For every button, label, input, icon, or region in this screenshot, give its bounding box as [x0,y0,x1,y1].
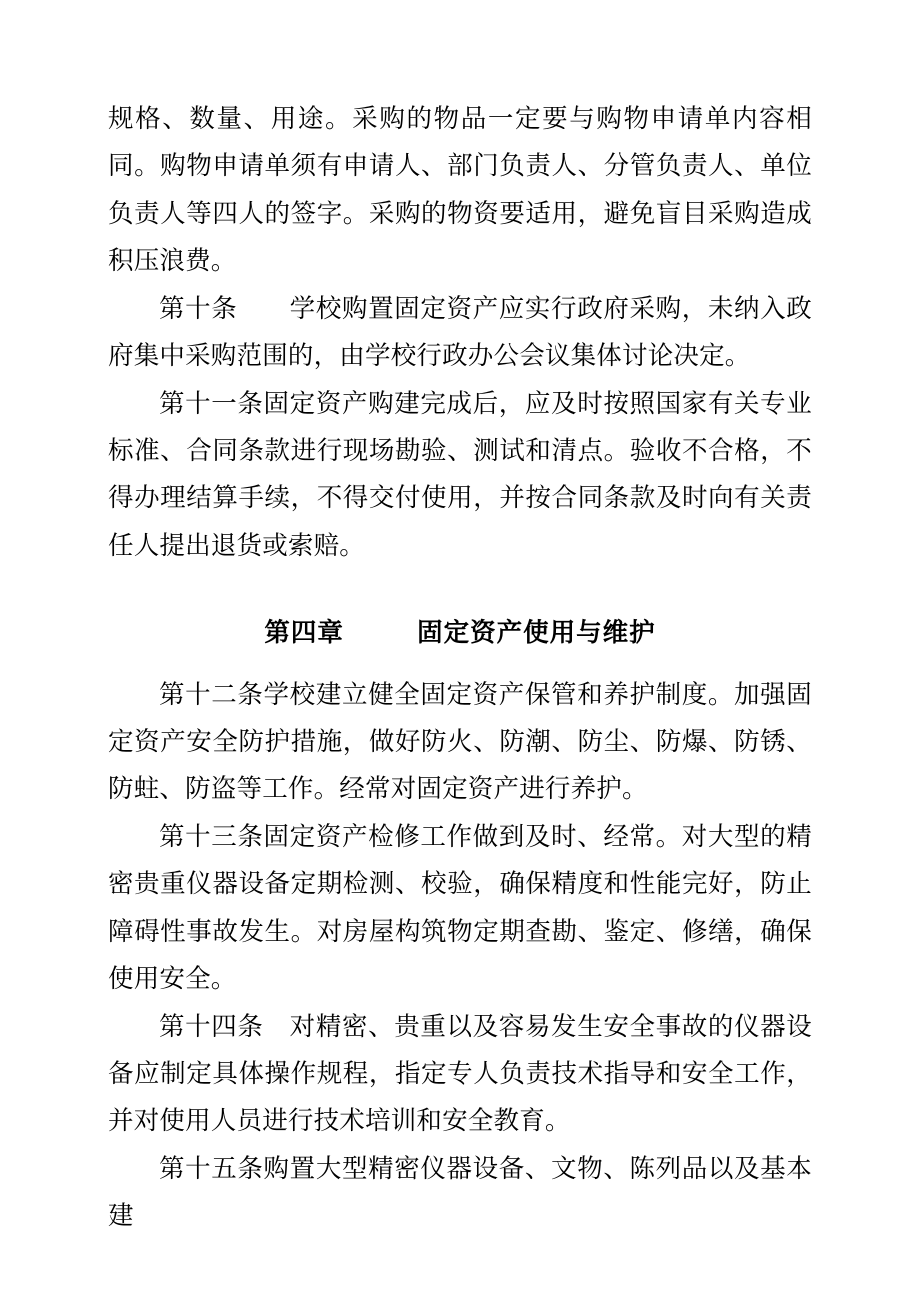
paragraph-article-11: 第十一条固定资产购建完成后，应及时按照国家有关专业标准、合同条款进行现场勘验、测试和清点。验收不合格，不得办理结算手续，不得交付使用，并按合同条款及时向有关责任人提出退货或索赔。 [108,388,812,561]
document-body [108,96,812,1241]
chapter-number: 第四章 [264,618,344,649]
paragraph-article-15: 第十五条购置大型精密仪器设备、文物、陈列品以及基本建 [108,1153,812,1232]
paragraph-continued-purchase: 规格、数量、用途。采购的物品一定要与购物申请单内容相同。购物申请单须有申请人、部门负责人、分管负责人、单位负责人等四人的签字。采购的物资要适用，避免盲目采购造成积压浪费。 [108,104,812,277]
paragraph-article-10: 第十条 学校购置固定资产应实行政府采购，未纳入政府集中采购范围的，由学校行政办公会议集体讨论决定。 [108,293,812,372]
paragraph-article-12: 第十二条学校建立健全固定资产保管和养护制度。加强固定资产安全防护措施，做好防火、防潮、防尘、防爆、防锈、防蛀、防盗等工作。经常对固定资产进行养护。 [108,679,812,805]
chapter-heading [108,610,812,657]
paragraph-article-13: 第十三条固定资产检修工作做到及时、经常。对大型的精密贵重仪器设备定期检测、校验，确保精度和性能完好，防止障碍性事故发生。对房屋构筑物定期查勘、鉴定、修缮，确保使用安全。 [108,821,812,995]
paragraph-article-14: 第十四条 对精密、贵重以及容易发生安全事故的仪器设备应制定具体操作规程，指定专人负责技术指导和安全工作，并对使用人员进行技术培训和安全教育。 [108,1011,812,1137]
chapter-title: 固定资产使用与维护 [417,618,656,649]
